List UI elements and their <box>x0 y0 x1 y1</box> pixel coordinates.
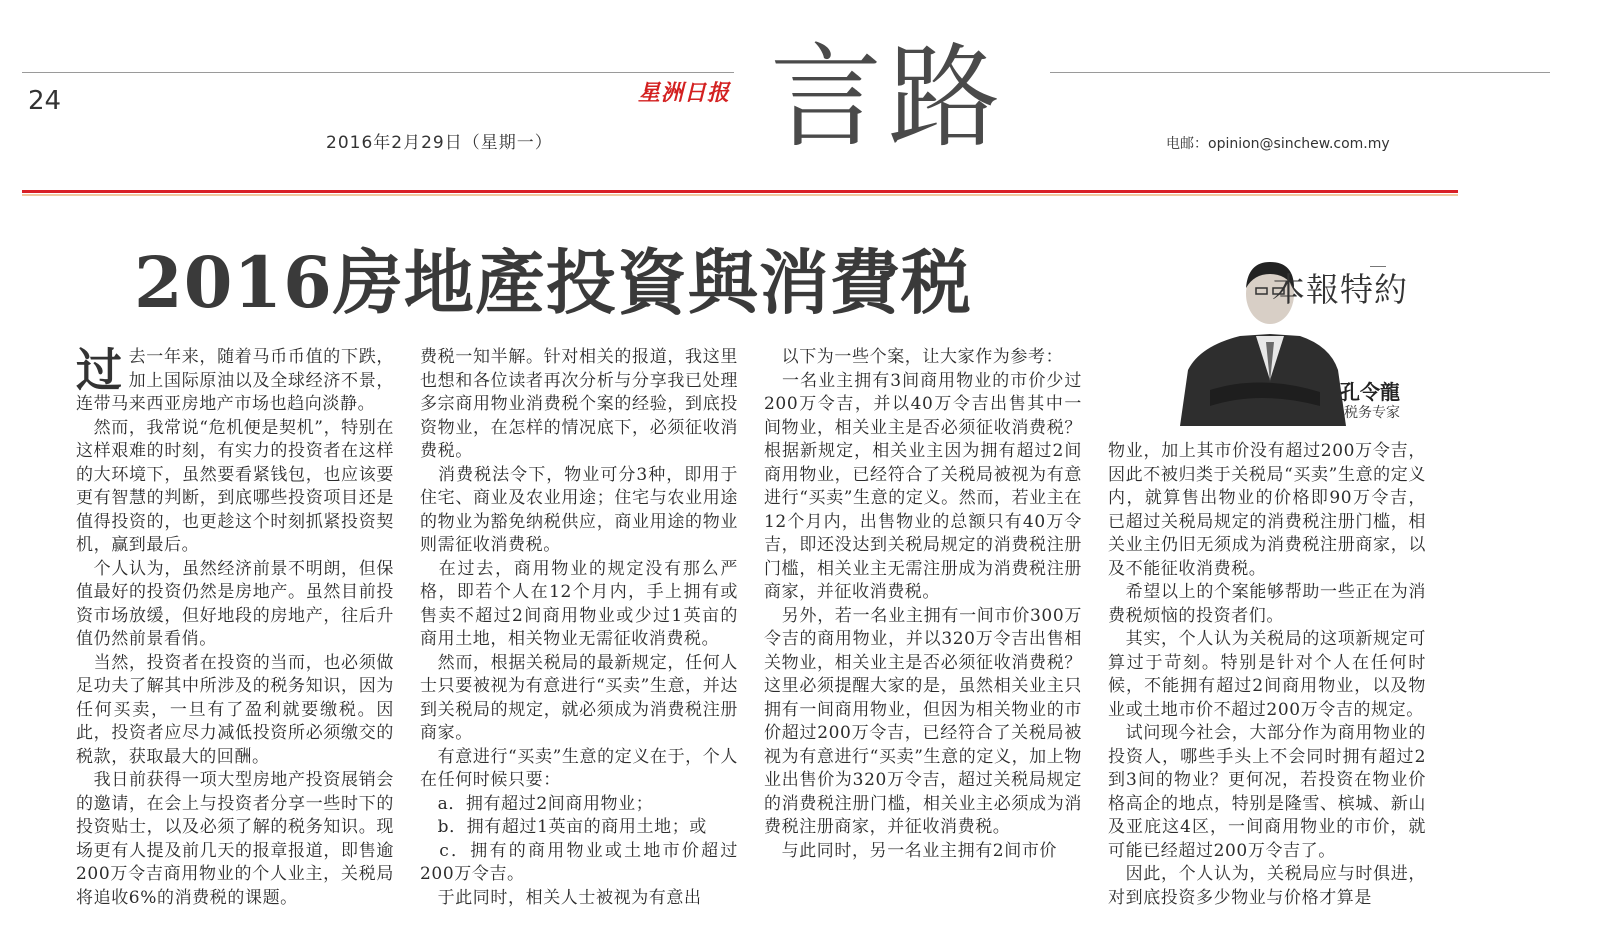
masthead-rule-right <box>1050 72 1550 73</box>
paragraph: 当然，投资者在投资的当而，也必须做足功夫了解其中所涉及的税务知识，因为任何买卖，一旦有了盈利就要缴税。因此，投资者应尽力减低投资所必须缴交的税款，获取最大的回酬。 <box>76 652 394 767</box>
article-column-1 <box>76 346 394 942</box>
paragraph: 我日前获得一项大型房地产投资展销会的邀请，在会上与投资者分享一些时下的投资贴士，以及必须了解的税务知识。现场更有人提及前几天的报章报道，即售逾200万令吉商用物业的个人业主，关税局将追收6%的消费税的课题。 <box>76 770 394 908</box>
paragraph: 因此，个人认为，关税局应与时俱进，对到底投资多少物业与价格才算是 <box>1108 864 1426 908</box>
paragraph: 在过去，商用物业的规定没有那么严格，即若个人在12个月内，手上拥有或售卖不超过2间商用物业或少过1英亩的商用土地，相关物业无需征收消费税。 <box>420 558 738 649</box>
paragraph: 其实，个人认为关税局的这项新规定可算过于苛刻。特别是针对个人在任何时候，不能拥有超过2间商用物业，以及物业或土地市价不超过200万令吉的规定。 <box>1108 629 1426 720</box>
masthead-rule-left <box>22 72 734 73</box>
paragraph: 个人认为，虽然经济前景不明朗，但保值最好的投资仍然是房地产。虽然目前投资市场放缓，但好地段的房地产，往后升值仍然前景看俏。 <box>76 558 394 649</box>
byline-title: 本報特約 <box>1272 270 1408 309</box>
section-title: 言路 <box>770 33 1006 163</box>
contact-email: 电邮：opinion@sinchew.com.my <box>1166 136 1390 152</box>
drop-cap: 过 <box>76 346 123 397</box>
paragraph: 试问现今社会，大部分作为商用物业的投资人，哪些手头上不会同时拥有超过2到3间的物业？更何况，若投资在物业价格高企的地点，特别是隆雪、槟城、新山及亚庇这4区，一间商用物业的市价，就可能已经超过200万令吉了。 <box>1108 723 1426 861</box>
newspaper-logo: 星洲日报 <box>638 80 731 106</box>
author-name: 孔令龍 <box>1340 380 1400 404</box>
paragraph: b．拥有超过1英亩的商用土地；或 <box>420 817 707 837</box>
paragraph: a．拥有超过2间商用物业； <box>420 793 654 814</box>
paragraph: 另外，若一名业主拥有一间市价300万令吉的商用物业，并以320万令吉出售相关物业，相关业主是否必须征收消费税？这里必须提醒大家的是，虽然相关业主只拥有一间商用物业，但因为相关物业的市价超过200万令吉，已经符合了关税局被视为有意进行“买卖”生意的定义，加上物业出售价为320万令吉，超过关税局规定的消费税注册门槛，相关业主必须成为消费税注册商家，并征收消费税。 <box>764 605 1082 837</box>
paragraph: 去一年来，随着马币币值的下跌，加上国际原油以及全球经济不景，连带马来西亚房地产市场也趋向淡静。 <box>76 347 394 414</box>
paragraph: 与此同时，另一名业主拥有2间市价 <box>764 840 1058 861</box>
paragraph: 然而，我常说“危机便是契机”，特别在这样艰难的时刻，有实力的投资者在这样的大环境下，虽然要看紧钱包，也应该要更有智慧的判断，到底哪些投资项目还是值得投资的，也更趁这个时刻抓紧投资契机，赢到最后。 <box>76 417 394 555</box>
paragraph: 有意进行“买卖”生意的定义在于，个人在任何时候只要： <box>420 746 738 790</box>
paragraph: 于此同时，相关人士被视为有意出 <box>420 887 702 908</box>
paragraph: c．拥有的商用物业或土地市价超过200万令吉。 <box>420 840 738 884</box>
paragraph: 然而，根据关税局的最新规定，任何人士只要被视为有意进行“买卖”生意，并达到关税局的规定，就必须成为消费税注册商家。 <box>420 652 738 743</box>
paragraph: 消费税法令下，物业可分3种，即用于住宅、商业及农业用途；住宅与农业用途的物业为豁免纳税供应，商业用途的物业则需征收消费税。 <box>420 464 738 555</box>
paragraph: 费税一知半解。针对相关的报道，我这里也想和各位读者再次分析与分享我已处理多宗商用物业消费税个案的经验，到底投资物业，在怎样的情况底下，必须征收消费税。 <box>420 347 738 461</box>
masthead-red-bar <box>22 190 1458 193</box>
paragraph: 一名业主拥有3间商用物业的市价少过200万令吉，并以40万令吉出售其中一间物业，相关业主是否必须征收消费税？根据新规定，相关业主因为拥有超过2间商用物业，已经符合了关税局被视为有意进行“买卖”生意的定义。然而，若业主在12个月内，出售物业的总额只有40万令吉，即还没达到关税局规定的消费税注册门槛，相关业主无需注册成为消费税注册商家，并征收消费税。 <box>764 370 1082 602</box>
paragraph: 物业，加上其市价没有超过200万令吉，因此不被归类于关税局“买卖”生意的定义内，就算售出物业的价格即90万令吉，已超过关税局规定的消费税注册门槛，相关业主仍旧无须成为消费税注册商家，以及不能征收消费税。 <box>1108 441 1426 579</box>
article-column-4 <box>1108 440 1426 942</box>
article-column-2 <box>420 346 738 942</box>
article-headline: 2016房地產投資與消費税 <box>134 241 972 324</box>
paragraph: 希望以上的个案能够帮助一些正在为消费税烦恼的投资者们。 <box>1108 582 1426 626</box>
author-role: 税务专家 <box>1344 405 1400 421</box>
masthead-red-bar-shadow <box>22 194 1458 196</box>
article-column-3 <box>764 346 1082 942</box>
paragraph: 以下为一些个案，让大家作为参考： <box>764 347 1064 367</box>
issue-date: 2016年2月29日（星期一） <box>326 133 553 153</box>
page-number: 24 <box>28 86 62 116</box>
